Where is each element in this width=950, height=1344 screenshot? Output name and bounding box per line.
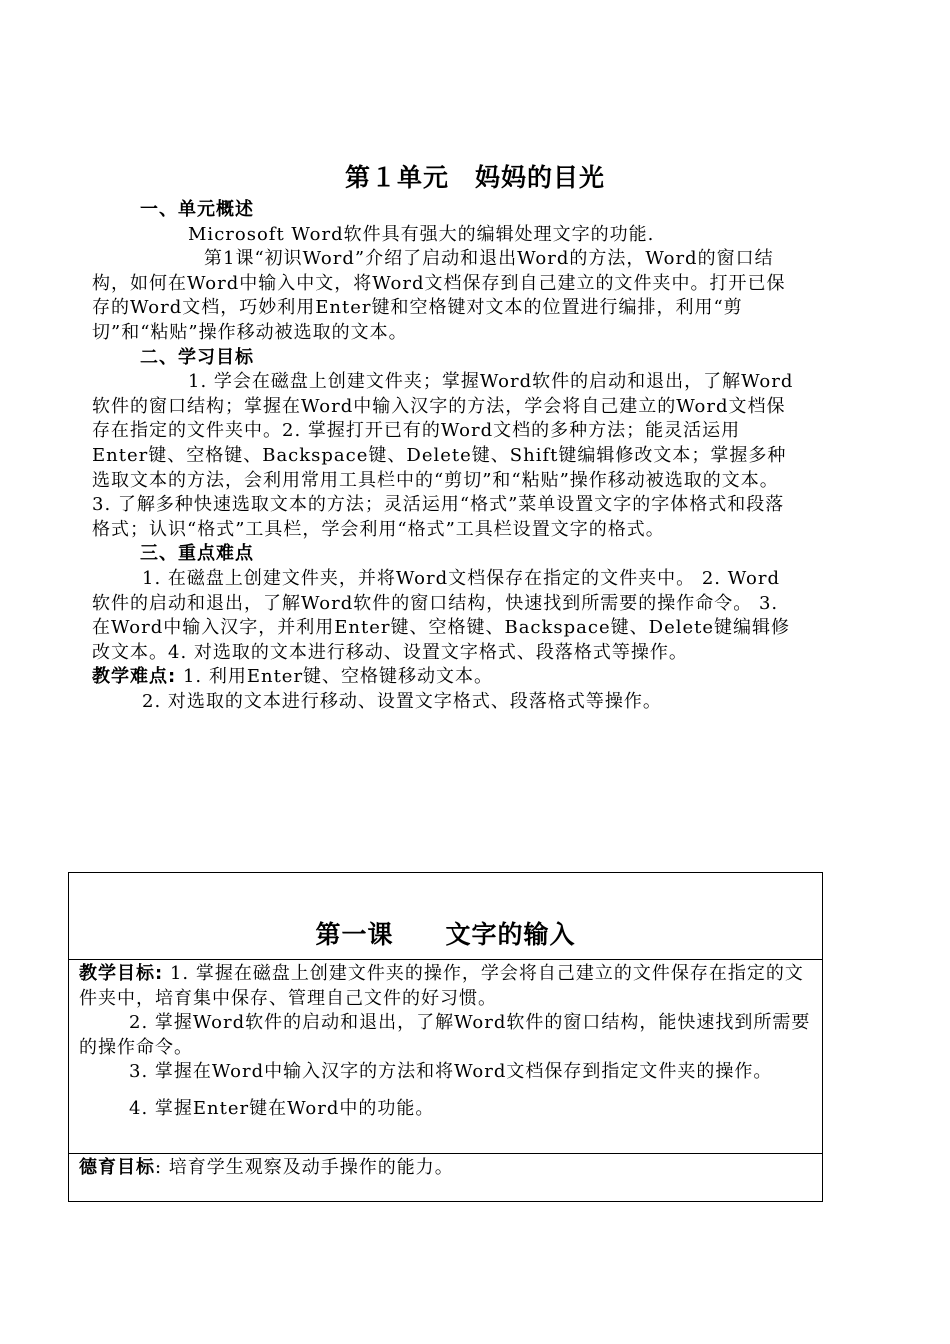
keypoints-heading: 三、重点难点 (140, 543, 254, 565)
difficulty-label: 教学难点: (92, 666, 177, 688)
difficulty-item-2: 2. 对选取的文本进行移动、设置文字格式、段落格式等操作。 (142, 690, 662, 712)
keypoints-paragraph: 1. 在磁盘上创建文件夹，并将Word文档保存在指定的文件夹中。 2. Word软件的启动和退出，了解Word软件的窗口结构，快速找到所需要的操作命令。 3. 在Word中输入汉字，并利用Enter键、空格键、Backspace键、Delete键编辑修改文本。4. 对选取的文本进行移动、设置文字格式、段落格式等操作。 (92, 567, 791, 663)
moral-goals-text: : 培育学生观察及动手操作的能力。 (155, 1157, 454, 1178)
teaching-goals-label: 教学目标: (79, 963, 164, 984)
goals-paragraph: 1. 学会在磁盘上创建文件夹；掌握Word软件的启动和退出，了解Word软件的窗口结构；掌握在Word中输入汉字的方法，学会将自己建立的Word文档保存在指定的文件夹中。2. 掌握打开已有的Word文档的多种方法；能灵活运用Enter键、空格键、Backspace键、Delete键、Shift键编辑修改文本；掌握多种选取文本的方法，会利用常用工具栏中的“剪切”和“粘贴”操作移动被选取的文本。3. 了解多种快速选取文本的方法；灵活运用“格式”菜单设置文字的字体格式和段落格式；认识“格式”工具栏，学会利用“格式”工具栏设置文字的格式。 (92, 371, 794, 540)
unit-body (92, 198, 794, 714)
teaching-goal-1: 1. 掌握在磁盘上创建文件夹的操作，学会将自己建立的文件保存在指定的文件夹中，培育集中保存、管理自己文件的好习惯。 (79, 963, 804, 1009)
moral-goals-label: 德育目标 (79, 1157, 155, 1178)
goals-heading: 二、学习目标 (140, 346, 254, 368)
difficulty-line (92, 665, 794, 690)
moral-goals-cell (69, 1153, 822, 1202)
teaching-goal-3: 3. 掌握在Word中输入汉字的方法和将Word文档保存到指定文件夹的操作。 (129, 1061, 773, 1083)
teaching-goals-cell (69, 959, 822, 1153)
lesson-title: 第一课 文字的输入 (315, 920, 576, 949)
teaching-goal-1-line (79, 962, 812, 1011)
difficulty-item-1: 1. 利用Enter键、空格键移动文本。 (182, 666, 494, 688)
overview-paragraph-1: Microsoft Word软件具有强大的编辑处理文字的功能. (188, 223, 655, 245)
overview-heading: 一、单元概述 (140, 199, 254, 220)
teaching-goal-2: 2. 掌握Word软件的启动和退出，了解Word软件的窗口结构，能快速找到所需要的操作命令。 (79, 1012, 811, 1058)
overview-paragraph-2: 第1课“初识Word”介绍了启动和退出Word的方法，Word的窗口结构，如何在Word中输入中文，将Word文档保存到自己建立的文件夹中。打开已保存的Word文档，巧妙利用Enter键和空格键对文本的位置进行编排，利用“剪切”和“粘贴”操作移动被选取的文本。 (92, 248, 786, 343)
teaching-goal-4: 4. 掌握Enter键在Word中的功能。 (129, 1097, 435, 1119)
lesson-table (68, 872, 823, 1202)
unit-title: 第１单元 妈妈的目光 (344, 163, 605, 192)
